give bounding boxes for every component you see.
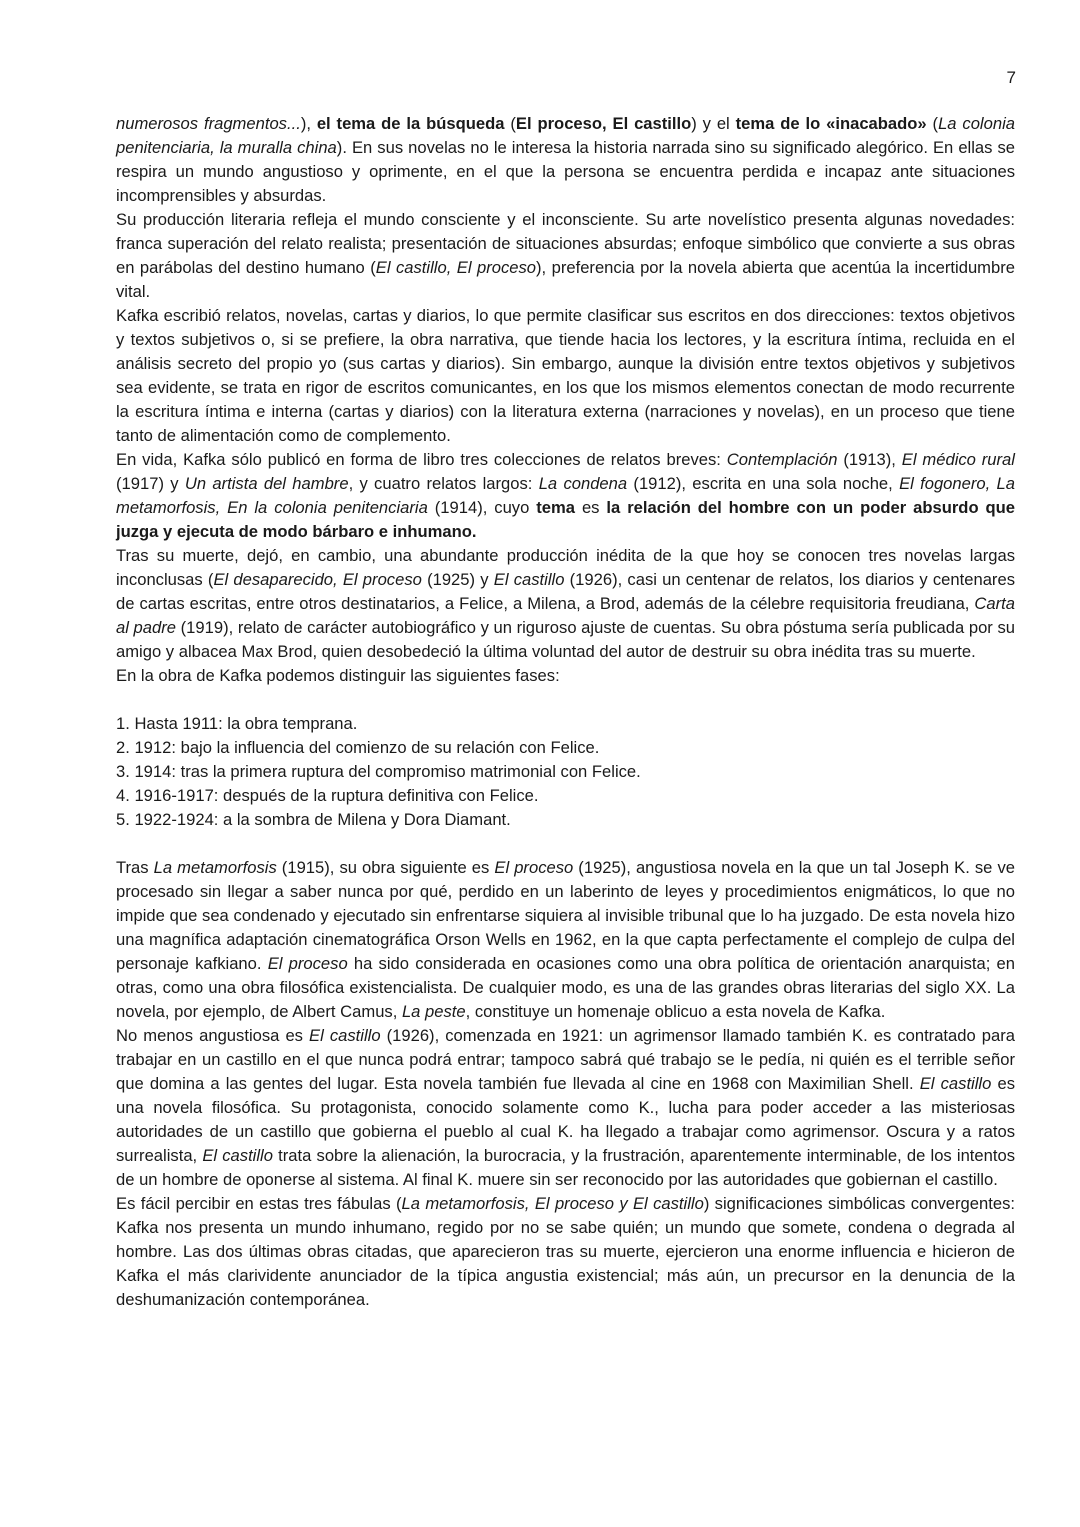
paragraph	[116, 856, 1015, 1024]
paragraphs-section	[116, 856, 1015, 1312]
text-run: , y cuatro relatos largos:	[348, 474, 539, 493]
text-run: es	[575, 498, 607, 517]
text-run: (1914), cuyo	[427, 498, 537, 517]
text-run: (	[926, 114, 939, 133]
paragraph	[116, 208, 1015, 304]
document-body	[116, 112, 1015, 1312]
text-run: Un artista del hambre	[184, 474, 349, 493]
text-run: (1925), angustiosa novela en la que un tal Joseph K. se ve procesado sin llegar a saber nunca por qué, perdido en un laberinto de leyes y procedimientos enigmáticos, lo que no impide que sea condenado y ejecutado sin enfrentarse siquiera al invisible tribunal que lo ha juzgado. De esta novela hizo una magnífica adaptación cinematográfica Orson Wells en 1962, en la que capta perfectamente el complejo de culpa del personaje kafkiano.	[116, 858, 1016, 973]
phases-list	[116, 712, 1015, 832]
text-run: ), preferencia por la novela abierta que acentúa la incertidumbre vital.	[116, 258, 1015, 301]
text-run: Su producción literaria refleja el mundo consciente y el inconsciente. Su arte novelístico presenta algunas novedades: franca superación del relato realista; presentación de situaciones absurdas; enfoque simbólico que convierte a sus obras en parábolas del destino humano (	[116, 210, 1015, 277]
paragraph	[116, 1024, 1015, 1192]
phase-item: 2. 1912: bajo la influencia del comienzo de su relación con Felice.	[116, 738, 600, 757]
text-run: (1919), relato de carácter autobiográfico y un riguroso ajuste de cuentas. Su obra póstuma sería publicada por su amigo y albacea Max Brod, quien desobedeció la última voluntad del autor de destruir su obra inédita tras su muerte.	[116, 618, 1015, 661]
text-run: (1915), su obra siguiente es	[276, 858, 495, 877]
text-run: ),	[300, 114, 317, 133]
text-run: En vida, Kafka sólo publicó en forma de libro tres colecciones de relatos breves:	[116, 450, 727, 469]
phase-item: 4. 1916-1917: después de la ruptura definitiva con Felice.	[116, 786, 539, 805]
paragraph	[116, 448, 1015, 544]
text-run: Tras su muerte, dejó, en cambio, una abundante producción inédita de la que hoy se conocen tres novelas largas inconclusas (	[116, 546, 1015, 589]
paragraph	[116, 544, 1015, 664]
text-run: es una novela filosófica. Su protagonista, conocido solamente como K., lucha para poder acceder a las misteriosas autoridades de un castillo que gobierna el pueblo al cual K. ha llegado a trabajar como agrimensor. Oscura y a ratos surrealista,	[116, 1074, 1015, 1165]
text-run: No menos angustiosa es	[116, 1026, 310, 1045]
text-run: numerosos fragmentos...	[116, 114, 301, 133]
paragraph	[116, 112, 1015, 208]
text-run: El médico rural	[901, 450, 1015, 469]
text-run: El proceso	[267, 954, 348, 973]
text-run: El desaparecido, El proceso	[213, 570, 422, 589]
text-run: La colonia penitenciaria, la muralla china	[116, 114, 1015, 157]
text-run: (1926), casi un centenar de relatos, los diarios y centenares de cartas escritas, entre otros destinatarios, a Felice, a Milena, a Brod, además de la célebre requisitoria freudiana,	[116, 570, 1015, 613]
spacer	[116, 832, 1015, 856]
text-run: El castillo	[202, 1146, 273, 1165]
text-run: el tema de la búsqueda	[316, 114, 505, 133]
text-run: El proceso, El castillo	[515, 114, 692, 133]
text-run: tema de lo «inacabado»	[735, 114, 927, 133]
phase-item: 3. 1914: tras la primera ruptura del compromiso matrimonial con Felice.	[116, 762, 641, 781]
text-run: El fogonero, La metamorfosis, En la colonia penitenciaria	[116, 474, 1015, 517]
text-run: La metamorfosis, El proceso y El castillo	[401, 1194, 704, 1213]
text-run: (1913),	[837, 450, 902, 469]
text-run: (	[504, 114, 516, 133]
phase-item: 5. 1922-1924: a la sombra de Milena y Dora Diamant.	[116, 810, 511, 829]
spacer	[116, 688, 1015, 712]
text-run: Carta al padre	[116, 594, 1015, 637]
text-run: La peste	[401, 1002, 466, 1021]
paragraphs-section	[116, 112, 1015, 688]
text-run: La condena	[538, 474, 628, 493]
paragraph	[116, 664, 1015, 688]
phase-item: 1. Hasta 1911: la obra temprana.	[116, 714, 358, 733]
text-run: (1925) y	[421, 570, 494, 589]
text-run: ha sido considerada en ocasiones como una obra política de orientación anarquista; en otras, como una obra filosófica existencialista. De cualquier modo, es una de las grandes obras literarias del siglo XX. La novela, por ejemplo, de Albert Camus,	[116, 954, 1015, 1021]
text-run: (1926), comenzada en 1921: un agrimensor llamado también K. es contratado para trabajar en un castillo en el que nunca podrá entrar; tampoco sabrá qué trabajo se le pedía, ni quién es el terrible señor que domina a las gentes del lugar. Esta novela también fue llevada al cine en 1968 con Maximilian Shell.	[116, 1026, 1015, 1093]
text-run: Contemplación	[726, 450, 838, 469]
text-run: La metamorfosis	[153, 858, 277, 877]
text-run: trata sobre la alienación, la burocracia, y la frustración, aparentemente interminable, de los intentos de un hombre de oponerse al sistema. Al final K. muere sin ser reconocido por las autoridades que gobiernan el castillo.	[116, 1146, 1016, 1189]
text-run: El castillo	[309, 1026, 381, 1045]
text-run: Kafka escribió relatos, novelas, cartas y diarios, lo que permite clasificar sus escritos en dos direcciones: textos objetivos y textos subjetivos o, si se prefiere, la obra narrativa, que tiende hacia los lectores, y la escritura íntima, recluida en el análisis secreto del propio yo (sus cartas y diarios). Sin embargo, aunque la división entre textos objetivos y subjetivos sea evidente, se trata en rigor de escritos comunicantes, en los que los mismos elementos conectan de modo recurrente la escritura íntima e interna (cartas y diarios) con la literatura externa (narraciones y novelas), en un proceso que tiene tanto de alimentación como de complemento.	[116, 306, 1015, 445]
text-run: la relación del hombre con un poder absurdo que juzga y ejecuta de modo bárbaro e inhumano.	[116, 498, 1016, 541]
text-run: ) y el	[691, 114, 736, 133]
text-run: Tras	[116, 858, 154, 877]
text-run: tema	[536, 498, 576, 517]
text-run: El proceso	[494, 858, 574, 877]
text-run: ). En sus novelas no le interesa la historia narrada sino su significado alegórico. En ellas se respira un mundo angustioso y oprimente, en el que la persona se encuentra perdida e incapaz ante situaciones incomprensibles y absurdas.	[116, 138, 1016, 205]
text-run: (1912), escrita en una sola noche,	[627, 474, 900, 493]
text-run: , constituye un homenaje oblicuo a esta novela de Kafka.	[465, 1002, 886, 1021]
paragraph	[116, 1192, 1015, 1312]
text-run: Es fácil percibir en estas tres fábulas (	[116, 1194, 402, 1213]
text-run: ) significaciones simbólicas convergentes: Kafka nos presenta un mundo inhumano, regido por no se sabe quién; un mundo que somete, condena o degrada al hombre. Las dos últimas obras citadas, que aparecieron tras su muerte, ejercieron una enorme influencia e hicieron de Kafka el más clarividente anunciador de la típica angustia existencial; más aún, un precursor en la denuncia de la deshumanización contemporánea.	[116, 1194, 1015, 1309]
paragraph	[116, 304, 1015, 448]
page-number: 7	[1006, 68, 1016, 87]
text-run: En la obra de Kafka podemos distinguir las siguientes fases:	[116, 666, 560, 685]
text-run: El castillo	[493, 570, 565, 589]
text-run: El castillo, El proceso	[375, 258, 537, 277]
text-run: El castillo	[919, 1074, 992, 1093]
text-run: (1917) y	[116, 474, 185, 493]
